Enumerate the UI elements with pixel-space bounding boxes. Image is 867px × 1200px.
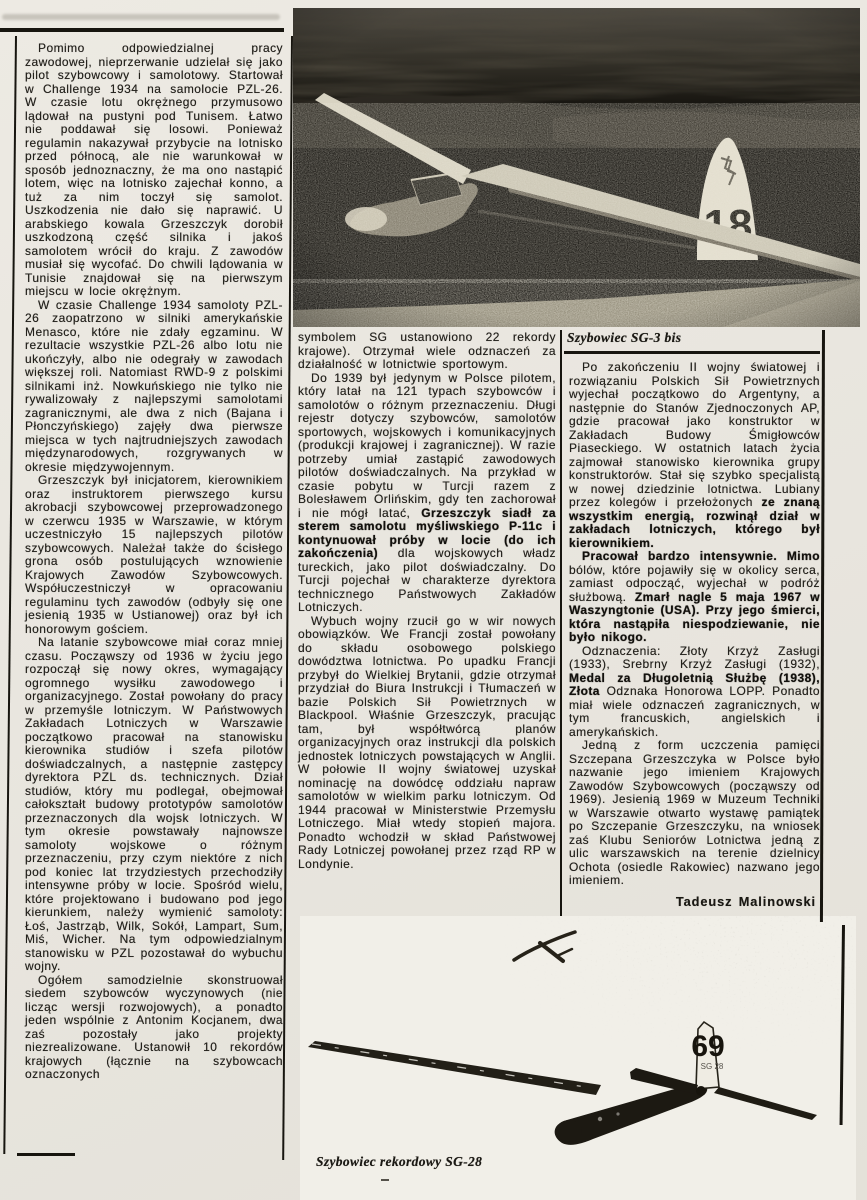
paragraph: Pracował bardzo intensywnie. Mimo bólów, które pojawiły się w okolicy serca, zamiast odpocząć, wyjechał w podróż służbową. Zmarł nagle 5 maja 1967 w Waszyngtonie (USA). Przy jego śmierci, która nastąpiła niespodziewanie, nie było nikogo. bbox=[569, 549, 820, 644]
photo-vignette bbox=[293, 8, 860, 327]
paragraph: Wybuch wojny rzucił go w wir nowych obowiązków. We Francji został powołany do składu osobowego polskiego dowództwa lotnictwa. Po upadku Francji przybył do Wielkiej Brytanii, gdzie otrzymał przydział do Biura Instrukcji i Tłumaczeń w bazie Polskich Sił Powietrznych w Blackpool. Właśnie Grzeszczyk, pracując tam, był współtwórcą planów organizacyjnych oraz instrukcji dla polskich jednostek lotniczych powstających w Anglii. W połowie II wojny światowej uzyskał nominację na dowódcę oddziału napraw samolotów w wielkim parku lotniczym. Od 1944 pracował w Ministerstwie Przemysłu Lotniczego. Miał wtedy stopień majora. Ponadto wchodził w skład Państwowej Rady Lotniczej powołanej przez rząd RP w Londynie. bbox=[298, 613, 556, 871]
column-right bbox=[569, 361, 820, 908]
paragraph: W czasie Challenge 1934 samoloty PZL-26 zaopatrzono w silniki amerykańskie Menasco, które nie zdały egzaminu. W rezultacie wszystkie PZL-26 albo lotu nie ukończyły, albo nie odegrały w zawodach większej roli. Natomiast RWD-9 z polskimi silnikami inż. Nowkuńskiego nie tylko nie rywalizowały z najlepszymi samolotami zagranicznymi, ale dwa z nich (Bajana i Płonczyńskiego) zajęły dwa pierwsze miejsca w tych najtrudniejszych zawodach międzynarodowych, rozgrywanych w okresie międzywojennym. bbox=[25, 297, 283, 474]
top-rule bbox=[0, 28, 284, 32]
paragraph: Do 1939 był jedynym w Polsce pilotem, który latał na 121 typach szybowców i samolotów o różnym przeznaczeniu. Długi rejestr dotyczy szybowców, samolotów sportowych, wojskowych i komunikacyjnych (produkcji krajowej i zagranicznej). W razie potrzeby umiał zastąpić zawodowych pilotów doświadczalnych. Na przykład w czasie pobytu w Turcji razem z Bolesławem Orlińskim, gdy ten zachorował i nie mógł latać, Grzeszczyk siadł za sterem samolotu myśliwskiego P-11c i kontynuował próby w locie (do ich zakończenia) dla wojskowych władz tureckich, jako pilot doświadczalny. Do Turcji pojechał w charakterze dyrektora technicznego Państwowych Zakładów Lotniczych. bbox=[298, 370, 556, 614]
author-byline: Tadeusz Malinowski bbox=[675, 893, 816, 909]
left-border-rule bbox=[3, 36, 17, 1154]
paragraph: Pomimo odpowiedzialnej pracy zawodowej, nieprzerwanie udzielał się jako pilot szybowcowy i samolotowy. Startował w Challenge 1934 na samolocie PZL-26. W czasie lotu okrężnego przymusowo lądował na pustyni pod Tunisem. Łatwo nie poddawał się losowi. Ponieważ regulamin nakazywał przybycie na lotnisko przed północą, ale nie warunkował w sposób jednoznaczny, że ma ono nastąpić lotem, więc na lotnisko zajechał konno, a tuż za nim toczył się samolot. Uszkodzenia nie dało się naprawić. U arabskiego kowala Grzeszczyk dorobił uszkodzoną część silnika i jakoś samolotem wrócił do kraju. Z zawodów musiał się wycofać. Do chwili lądowania w Tunisie znajdował się na pierwszym miejscu w locie okrężnym. bbox=[25, 41, 283, 298]
caption-rule bbox=[564, 351, 820, 354]
scan-mark bbox=[381, 1179, 389, 1181]
tail-fin-label: SG 28 bbox=[700, 1062, 724, 1071]
paragraph: symbolem SG ustanowiono 22 rekordy krajowe). Otrzymał wiele odznaczeń za działalność w lotnictwie sportowym. bbox=[298, 330, 556, 371]
column-divider-2 bbox=[560, 330, 562, 916]
paragraph: Grzeszczyk był inicjatorem, kierownikiem oraz instruktorem pierwszego kursu akrobacji szybowcowej przeprowadzonego w czerwcu 1935 w Warszawie, w którym uczestniczyło 15 najlepszych pilotów szybowcowych. Należał także do ścisłego grona osób postulujących wznowienie Krajowych Zawodów Szybowcowych. Współuczestniczył w opracowaniu regulaminu tych zawodów (odbyły się one jesienią 1935 w Ustianowej) oraz był ich honorowym gościem. bbox=[25, 473, 283, 636]
top-photo bbox=[293, 8, 860, 327]
caption-bottom-photo: Szybowiec rekordowy SG-28 bbox=[316, 1154, 483, 1169]
column-left bbox=[25, 42, 283, 1082]
left-border-foot bbox=[17, 1153, 75, 1156]
column-middle bbox=[298, 331, 556, 871]
right-border-rule-upper bbox=[820, 330, 825, 922]
caption-top-photo: Szybowiec SG-3 bis bbox=[567, 330, 682, 345]
column-divider-1 bbox=[282, 36, 293, 1160]
paragraph: Na latanie szybowcowe miał coraz mniej czasu. Począwszy od 1936 w życiu jego rozpoczął się nowy okres, wymagający ogromnego wysiłku zawodowego i organizacyjnego. Został powołany do pracy w przemyśle lotniczym. W Państwowych Zakładach Lotniczych w Warszawie początkowo pracował na stanowisku kierownika studiów i szefa pilotów doświadczalnych, a następnie zastępcy dyrektora PZL ds. technicznych. Dział studiów, który mu podlegał, obejmował całokształt budowy prototypów samolotów przeznaczonych dla wojsk lotniczych. W tym okresie powstawały najnowsze samoloty wojskowe o różnym przeznaczeniu, przy czym niektóre z nich pod koniec lat trzydziestych przechodziły intensywne próby w locie. Spośród wielu, które projektowano i budowano pod jego kierunkiem, należy wymienić samoloty: Łoś, Jastrząb, Wilk, Sokół, Lampart, Sum, Miś, Wicher. Na tym odpowiedzialnym stanowisku w PZL pozostawał do wybuchu wojny. bbox=[25, 635, 283, 973]
scan-smudge bbox=[2, 14, 280, 20]
column-right-text bbox=[569, 361, 820, 888]
paragraph: Po zakończeniu II wojny światowej i rozwiązaniu Polskich Sił Powietrznych wyjechał początkowo do Argentyny, a następnie do Stanów Zjednoczonych AP, gdzie pracował jako konstruktor w Zakładach Budowy Śmigłowców Piaseckiego. W ostatnich latach życia zajmował stanowisko kierownika grupy konstruktorów. Stał się szybko specjalistą w nowej dziedzinie lotnictwa. Lubiany przez kolegów i przełożonych ze znaną wszystkim energią, rozwinął dział w zakładach lotniczych, którego był kierownikiem. bbox=[569, 360, 820, 550]
paragraph: Ogółem samodzielnie skonstruował siedem szybowców wyczynowych (nie licząc wersji rozwojowych), a ponadto jeden wspólnie z Antonim Kocjanem, dwa zaś pozostały jako projekty niezrealizowane. Ustanowił 10 rekordów krajowych (łącznie na szybowcach oznaczonych bbox=[25, 972, 283, 1081]
paragraph: Odznaczenia: Złoty Krzyż Zasługi (1933), Srebrny Krzyż Zasługi (1932), Medal za Długoletnią Służbę (1938), Złota Odznaka Honorowa LOPP. Ponadto miał wiele odznaczeń zagranicznych, w tym francuskich, angielskich i amerykańskich. bbox=[569, 643, 820, 739]
tail-number-bottom: 69 bbox=[691, 1030, 725, 1063]
paragraph: Jedną z form uczczenia pamięci Szczepana Grzeszczyka w Polsce było nazwanie jego imieniem Krajowych Zawodów Szybowcowych (począwszy od 1969). Jesienią 1969 w Muzeum Techniki w Warszawie otwarto wystawę pamiątek po Szczepanie Grzeszczyku, na wniosek zaś Klubu Seniorów Lotnictwa jedną z ulic warszawskich na terenie dzielnicy Ochota (osiedle Rakowiec) nazwano jego imieniem. bbox=[569, 738, 820, 887]
